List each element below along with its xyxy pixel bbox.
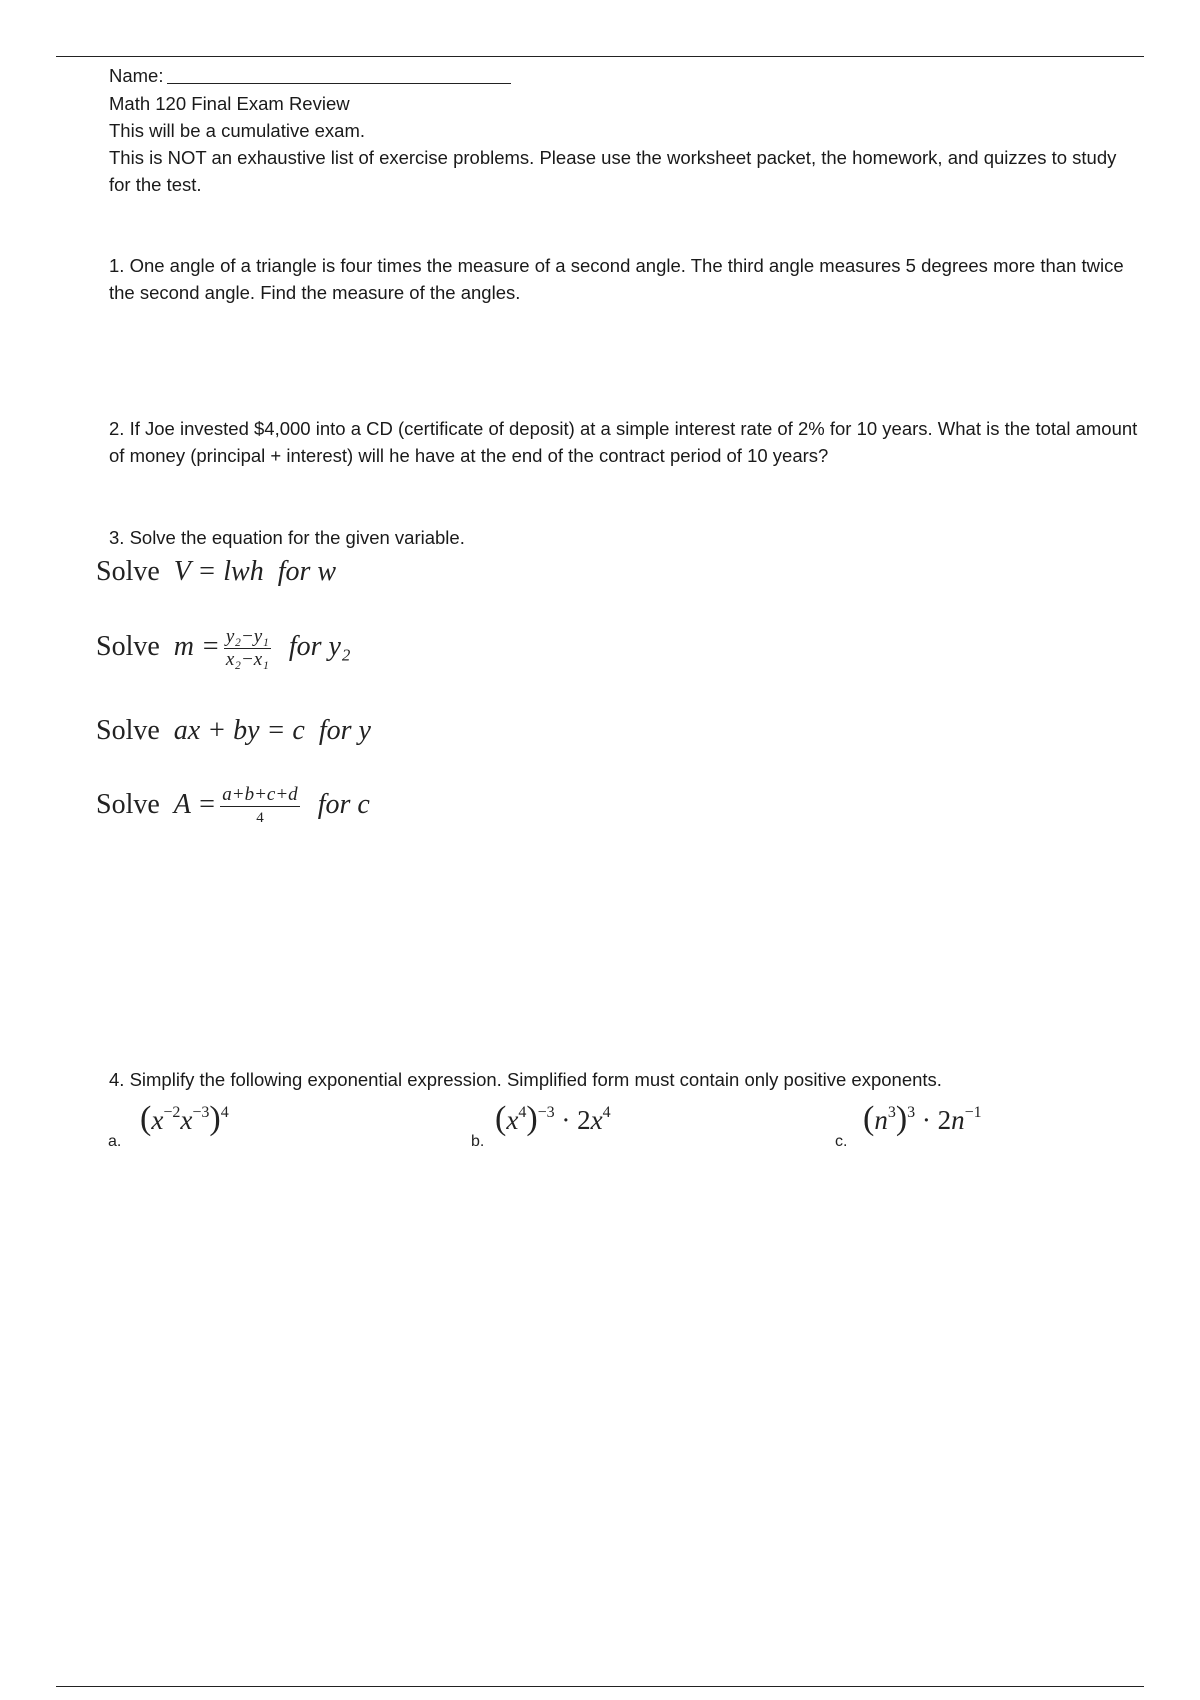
fraction-denominator: x₂−x₁: [225, 649, 269, 670]
multiply-dot: ·: [561, 1105, 571, 1135]
equation-4-lhs: A =: [173, 788, 217, 820]
for-word: for: [277, 556, 311, 587]
item-c-expression: $(n^3)^3 \cdot 2n^{-1}$: [863, 1100, 982, 1137]
equation-4-fraction: [220, 784, 299, 829]
equation-3-var: y: [358, 715, 371, 746]
equation-1: [96, 556, 336, 588]
equation-1-var: w: [317, 556, 337, 587]
for-word: for: [317, 788, 351, 820]
solve-word: Solve: [96, 715, 160, 746]
item-c-label: c.: [835, 1133, 848, 1150]
exponent: 3: [887, 1104, 896, 1121]
base: x: [151, 1105, 164, 1135]
note-study: This is NOT an exhaustive list of exercise problems. Please use the worksheet packet, the homework, and quizzes to study for the test.: [109, 147, 1117, 195]
problem-2: 2. If Joe invested $4,000 into a CD (certificate of deposit) at a simple interest rate of 2% for 10 years. What is the total amount of money (principal + interest) will he have at the end of the contract period of 10 years?: [109, 418, 1138, 466]
base: x: [180, 1105, 193, 1135]
item-b-expression: $(x^4)^{-3} \cdot 2x^4$: [495, 1100, 611, 1137]
for-word: for: [288, 630, 322, 662]
name-label: Name:: [109, 65, 164, 86]
coefficient: 2: [577, 1105, 591, 1135]
problem-4: 4. Simplify the following exponential expression. Simplified form must contain only positive exponents.: [109, 1069, 942, 1090]
solve-word: Solve: [96, 630, 160, 662]
multiply-dot: ·: [921, 1105, 931, 1135]
equation-2-lhs: m =: [173, 630, 220, 662]
exponent: −3: [192, 1104, 210, 1121]
name-line: [109, 62, 511, 89]
exponent: −1: [964, 1104, 982, 1121]
fraction-denominator: 4: [256, 810, 264, 826]
problem-3: 3. Solve the equation for the given variable.: [109, 527, 465, 548]
equation-3-lhs: ax + by = c: [173, 715, 305, 746]
equation-4: [96, 784, 370, 829]
coefficient: 2: [937, 1105, 952, 1135]
outer-exponent: 4: [220, 1104, 229, 1121]
equation-2: [96, 626, 351, 671]
fraction-numerator: y₂−y₁: [225, 626, 269, 647]
equation-2-fraction: [224, 626, 271, 671]
name-blank[interactable]: [167, 65, 511, 84]
fraction-numerator: a+b+c+d: [222, 784, 298, 805]
problem-1: 1. One angle of a triangle is four times the measure of a second angle. The third angle measures 5 degrees more than twice the second angle. Find the measure of the angles.: [109, 255, 1124, 303]
base: n: [874, 1105, 888, 1135]
base: x: [590, 1105, 603, 1135]
item-b-label: b.: [471, 1133, 485, 1150]
equation-1-lhs: V = lwh: [173, 556, 264, 587]
solve-word: Solve: [96, 556, 160, 587]
outer-exponent: 3: [907, 1104, 916, 1121]
equation-4-var: c: [357, 788, 370, 820]
solve-word: Solve: [96, 788, 160, 820]
base: x: [506, 1105, 519, 1135]
equation-3: [96, 715, 371, 747]
item-a-expression: $(x^{-2}x^{-3})^4$: [140, 1100, 229, 1137]
for-word: for: [318, 715, 352, 746]
top-rule: [56, 56, 1144, 57]
exponent: 4: [602, 1104, 611, 1121]
course-title: Math 120 Final Exam Review: [109, 93, 350, 114]
bottom-rule: [56, 1686, 1144, 1687]
base: n: [951, 1105, 965, 1135]
item-a-label: a.: [108, 1133, 122, 1150]
exponent: 4: [518, 1104, 527, 1121]
exponent: −2: [163, 1104, 181, 1121]
note-cumulative: This will be a cumulative exam.: [109, 120, 366, 141]
outer-exponent: −3: [537, 1104, 555, 1121]
equation-2-var: y₂: [328, 630, 351, 662]
